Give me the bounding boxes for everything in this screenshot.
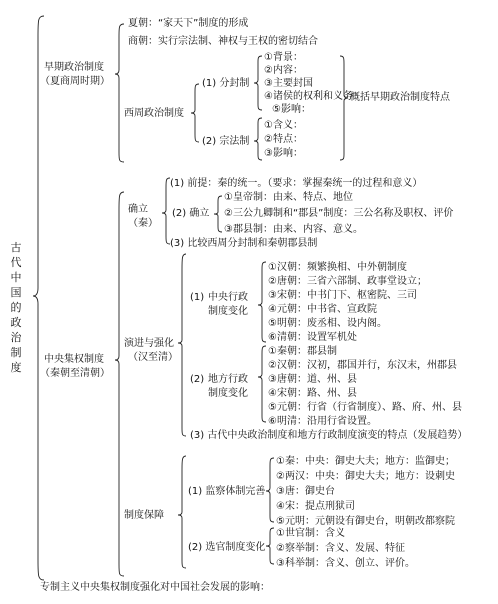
central-admin-item: ③宋朝：中书门下、枢密院、三司 bbox=[268, 290, 417, 301]
local-admin-brace bbox=[258, 346, 266, 422]
establish-item-brace bbox=[214, 196, 222, 232]
establish-brace bbox=[162, 178, 170, 244]
supervision-item: ③唐：御史台 bbox=[276, 486, 335, 497]
local-admin-num: (2) bbox=[190, 374, 205, 385]
xia-item: 夏朝：“家天下”制度的形成 bbox=[128, 18, 249, 29]
supervision-item: ①秦：中央：御史大夫；地方：监御史； bbox=[276, 456, 455, 467]
prereq-item: (1) 前提：秦的统一。（要求：掌握秦统一的过程和意义） bbox=[170, 178, 423, 189]
selection-item: ①世官制：含义 bbox=[276, 528, 345, 539]
fenfeng-item: ①背景： bbox=[264, 52, 303, 63]
local-admin-subtitle: 制度变化 bbox=[208, 388, 248, 399]
summary-brace bbox=[340, 56, 348, 160]
local-admin-item: ⑥明清：沿用行省设置。 bbox=[268, 416, 377, 427]
selection-item: ②察举制：含义、发展、特征 bbox=[276, 543, 405, 554]
evolution-title: 演进与强化 bbox=[124, 338, 174, 349]
zongfa-brace bbox=[254, 118, 262, 160]
evolution-brace bbox=[178, 254, 186, 436]
supervision-item: ⑤元明：元朝设有御史台，明朝改都察院 bbox=[276, 516, 455, 527]
evolution-summary: (3) 古代中央政治制度和地方行政制度演变的特点（发展趋势） bbox=[190, 430, 468, 441]
zongfa-item: ②特点： bbox=[264, 134, 303, 145]
guarantee-brace bbox=[178, 456, 186, 568]
evolution-period: （汉至清） bbox=[128, 352, 178, 363]
zongfa-item: ③影响： bbox=[264, 148, 303, 159]
supervision-brace bbox=[266, 458, 274, 522]
central-admin-subtitle: 制度变化 bbox=[208, 306, 248, 317]
establish-sub-item: ②三公九卿制和“郡县”制度：三公名称及职权、评价 bbox=[224, 208, 454, 219]
root-title: 古代中国的政治制度 bbox=[10, 241, 22, 374]
fenfeng-item: ②内容： bbox=[264, 65, 303, 76]
central-admin-brace bbox=[258, 262, 266, 342]
central-brace bbox=[115, 192, 124, 576]
central-period: （秦朝至清朝） bbox=[40, 368, 110, 379]
selection-brace bbox=[266, 528, 274, 564]
central-admin-num: (1) bbox=[190, 292, 205, 303]
fenfeng-item: ④诸侯的权利和义务 bbox=[264, 91, 353, 102]
guarantee-title: 制度保障 bbox=[124, 510, 164, 521]
supervision-item: ④宋：提点刑狱司 bbox=[276, 501, 355, 512]
local-admin-item: ⑤元朝：行省（行省制度）、路、府、州、县 bbox=[268, 402, 462, 413]
local-admin-item: ③唐朝：道、州、县 bbox=[268, 374, 357, 385]
central-admin-item: ⑥清朝：设置军机处 bbox=[268, 332, 357, 343]
fenfeng-title: (1) 分封制 bbox=[202, 78, 250, 89]
central-title: 中央集权制度 bbox=[44, 354, 104, 365]
selection-title: (2) 选官制度变化 bbox=[188, 542, 266, 553]
local-admin-title: 地方行政 bbox=[208, 374, 248, 385]
central-admin-item: ④元朝：中书省、宣政院 bbox=[268, 304, 377, 315]
compare-item: (3) 比较西周分封制和秦朝郡县制 bbox=[170, 238, 318, 249]
zongfa-item: ①含义： bbox=[264, 120, 303, 131]
summary-label: 概括早期政治制度特点 bbox=[350, 92, 450, 103]
central-admin-item: ⑤明朝：废丞相、设内阁。 bbox=[268, 318, 387, 329]
local-admin-item: ④宋朝：路、州、县 bbox=[268, 388, 357, 399]
establish-title: 确立 bbox=[128, 204, 148, 215]
fenfeng-item: ⑤影响： bbox=[272, 104, 311, 115]
central-admin-item: ②唐朝：三省六部制、政事堂设立； bbox=[268, 276, 427, 287]
root-brace bbox=[33, 16, 44, 580]
fenfeng-item: ③主要封国 bbox=[264, 78, 313, 89]
early-title: 早期政治制度 bbox=[44, 62, 104, 73]
zongfa-title: (2) 宗法制 bbox=[202, 136, 250, 147]
early-period: （夏商周时期） bbox=[40, 76, 110, 87]
supervision-item: ②两汉：中央：御史大夫；地方：设刺史 bbox=[276, 471, 455, 482]
establish-dynasty: （秦） bbox=[128, 218, 158, 229]
local-admin-item: ②汉朝：汉初，郡国并行，东汉末，州郡县 bbox=[268, 360, 457, 371]
establish-sub-item: ③郡县制：由来、内容、意义。 bbox=[224, 224, 363, 235]
central-admin-title: 中央行政 bbox=[208, 292, 248, 303]
footer-note: 专制主义中央集权制度强化对中国社会发展的影响： bbox=[40, 582, 270, 593]
establish-sub-item: ①皇帝制：由来、特点、地位 bbox=[224, 192, 353, 203]
supervision-title: (1) 监察体制完善 bbox=[188, 486, 266, 497]
local-admin-item: ①秦朝：郡县制 bbox=[268, 346, 337, 357]
fenfeng-brace bbox=[254, 56, 262, 110]
selection-item: ③科举制：含义、创立、评价。 bbox=[276, 558, 415, 569]
central-admin-item: ①汉朝：频繁换相、中外朝制度 bbox=[268, 262, 407, 273]
western-zhou-brace bbox=[191, 84, 199, 142]
establish-item: (2) 确立 bbox=[172, 208, 210, 219]
shang-item: 商朝：实行宗法制、神权与王权的密切结合 bbox=[128, 36, 318, 47]
western-zhou-title: 西周政治制度 bbox=[124, 108, 184, 119]
early-brace bbox=[115, 24, 124, 162]
